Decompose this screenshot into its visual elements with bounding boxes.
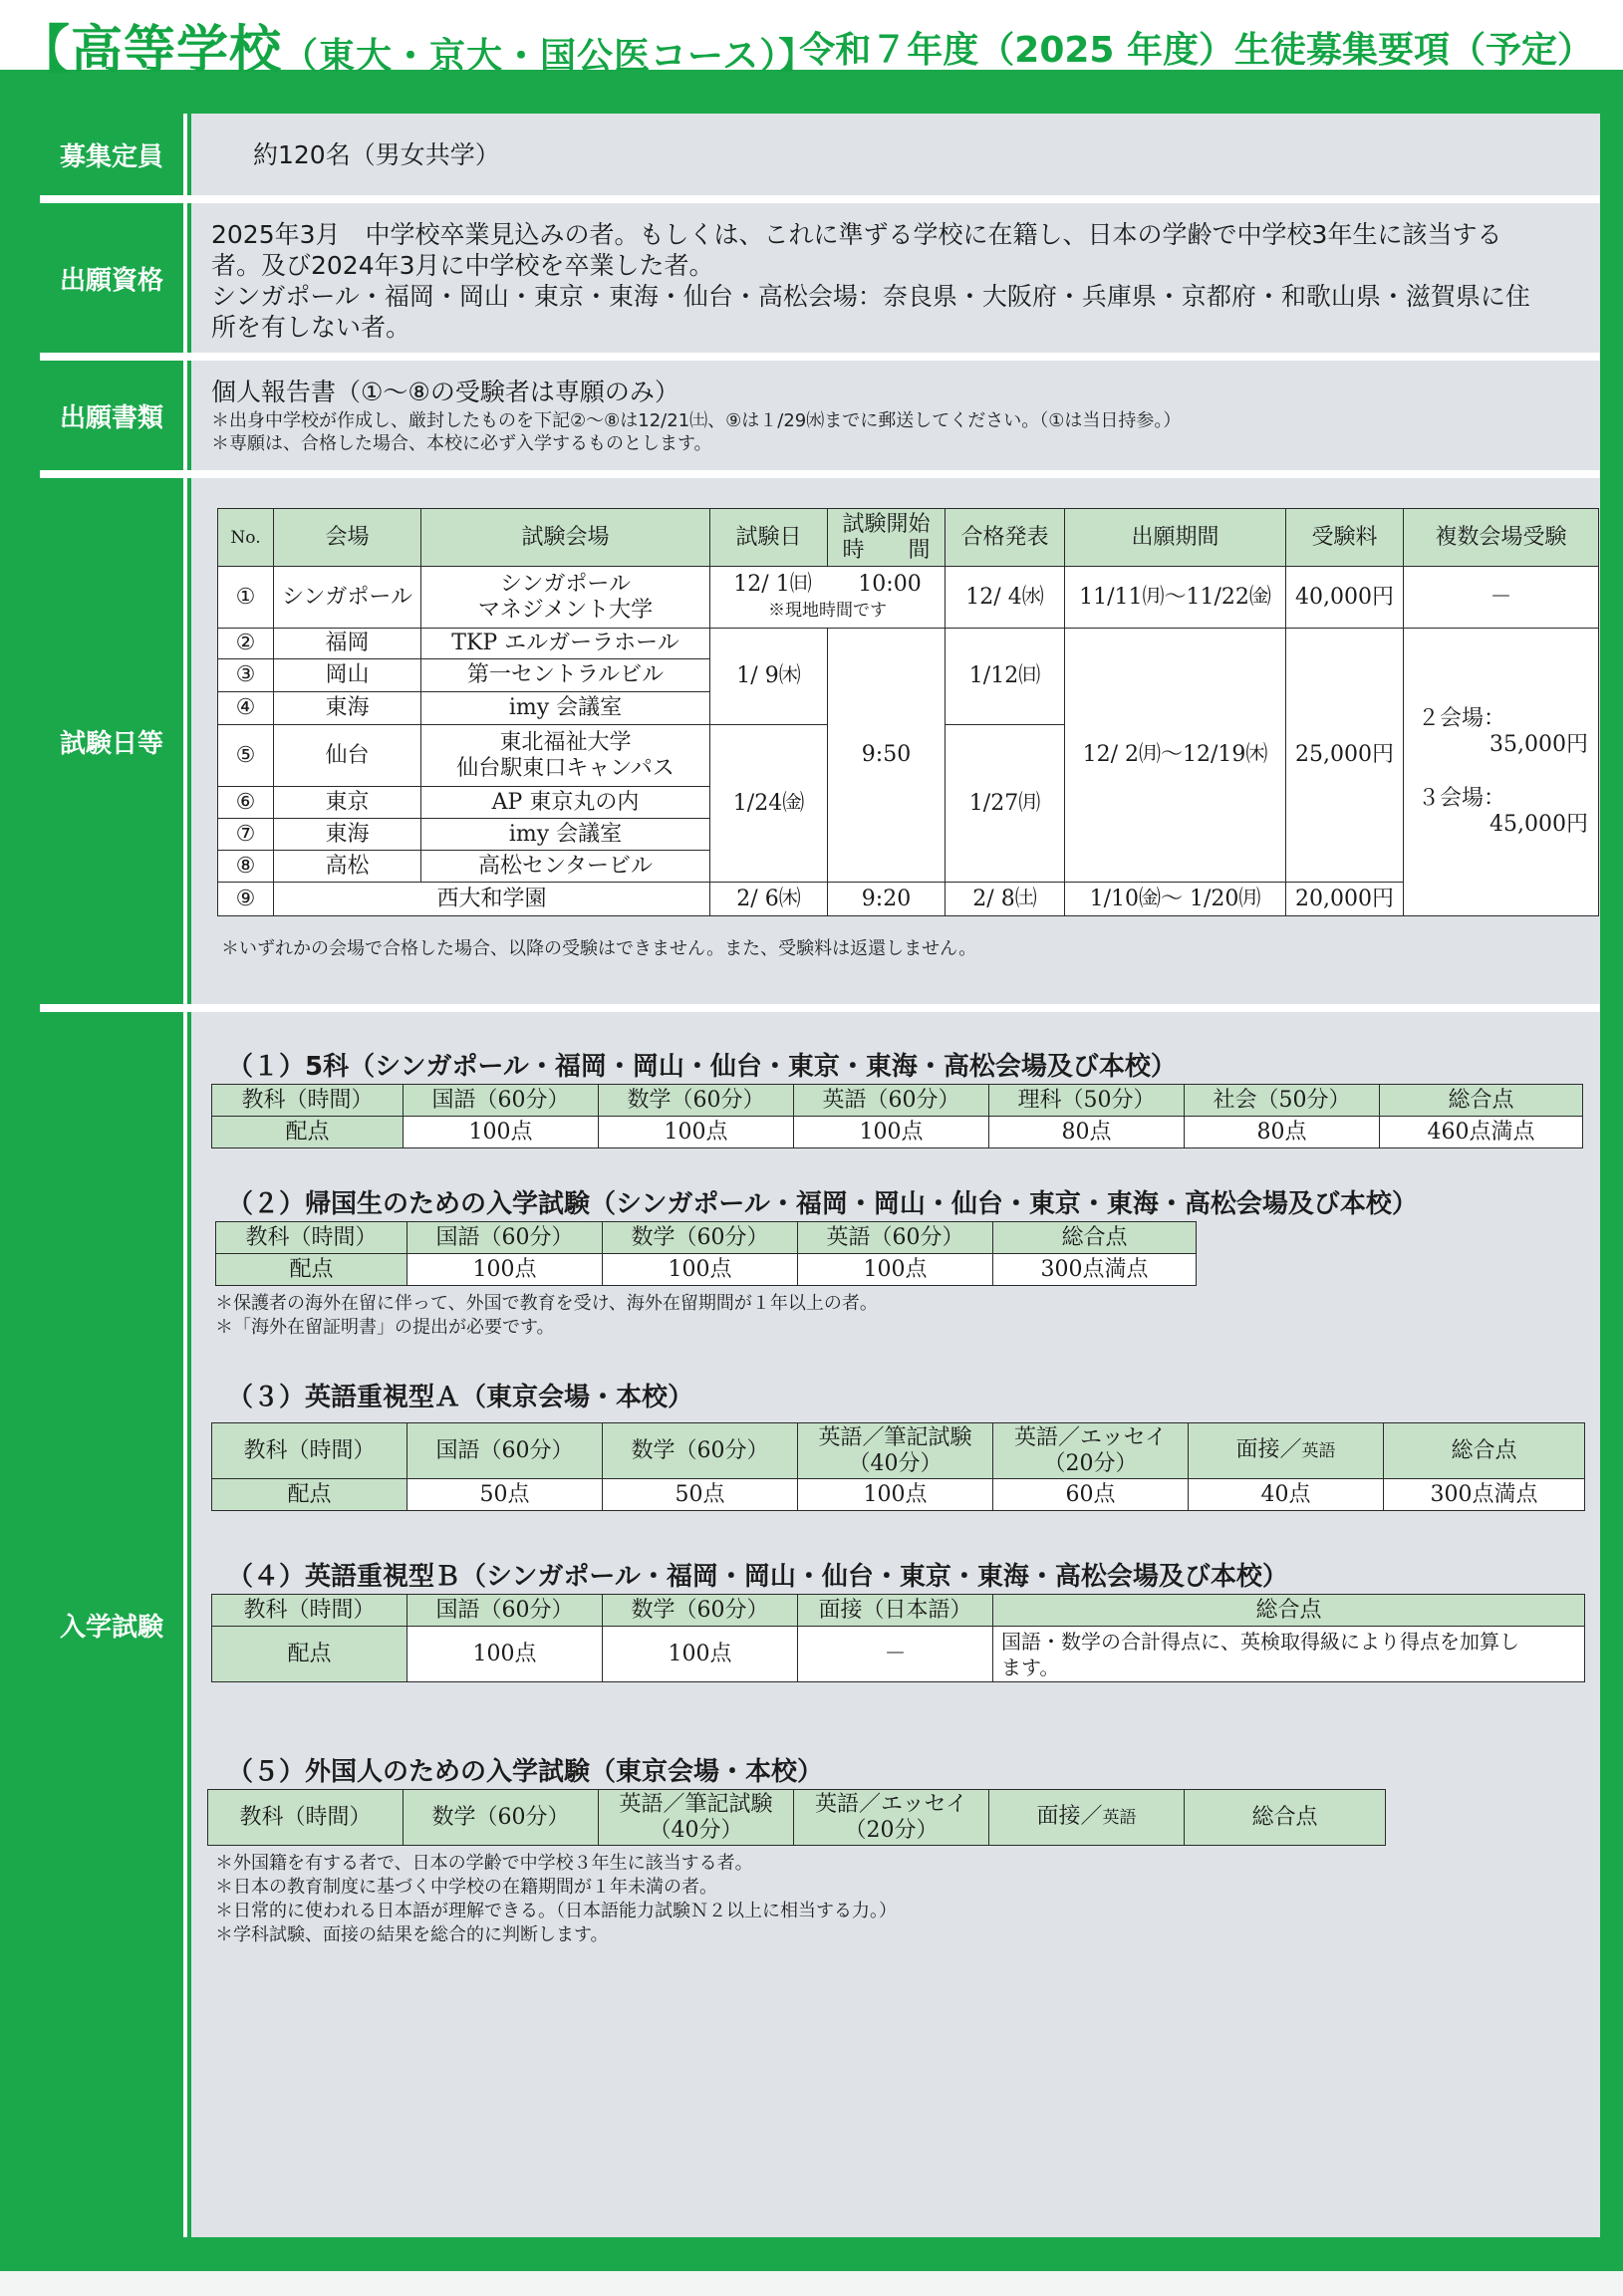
- s5-note: ＊学科試験、面接の結果を総合的に判断します。: [215, 1924, 609, 1945]
- header-venue: 会場: [274, 509, 421, 567]
- group-a-date: 1/ 9㈭: [710, 629, 828, 725]
- capacity-value: 約120名（男女共学）: [253, 140, 500, 169]
- group-fee: 25,000円: [1286, 629, 1404, 883]
- s1-h: 教科（時間）: [212, 1085, 404, 1117]
- row-site: imy 会議室: [421, 819, 710, 851]
- row-no: ⑨: [218, 883, 274, 916]
- eligibility-label: 出願資格: [40, 203, 187, 353]
- documents-label: 出願書類: [40, 361, 187, 470]
- entrance-label: 入学試験: [40, 1012, 187, 2237]
- section-1-title: （１）5科（シンガポール・福岡・岡山・仙台・東京・東海・高松会場及び本校）: [227, 1052, 1177, 1082]
- s1-v: 80点: [1185, 1117, 1380, 1148]
- eligibility-line: シンガポール・福岡・岡山・東京・東海・仙台・高松会場：奈良県・大阪府・兵庫県・京都府・和歌山県・滋賀県に住: [211, 282, 1530, 311]
- s5-h: [794, 1790, 989, 1846]
- s1-v: 460点満点: [1380, 1117, 1583, 1148]
- section-4-table: [211, 1594, 1585, 1682]
- exam-dates-label: 試験日等: [40, 478, 187, 1004]
- row-date: 12/ 1㈰: [733, 571, 812, 597]
- divider: [40, 470, 1600, 478]
- row-no: ⑦: [218, 819, 274, 851]
- s1-h: 数学（60分）: [599, 1085, 794, 1117]
- row-site: [421, 725, 710, 787]
- s5-h-l2: （40分）: [649, 1817, 743, 1843]
- s3-h: [1189, 1423, 1384, 1479]
- row-venue: 福岡: [274, 629, 421, 659]
- section-3-title: （３）英語重視型Ａ（東京会場・本校）: [227, 1383, 694, 1412]
- row-venue: 東海: [274, 692, 421, 725]
- header-multi: 複数会場受験: [1404, 509, 1599, 567]
- header-no: No.: [218, 509, 274, 567]
- s1-h: 理科（50分）: [989, 1085, 1185, 1117]
- s1-v: 100点: [794, 1117, 989, 1148]
- group-b-date: 1/24㈮: [710, 725, 828, 883]
- s1-v: 100点: [599, 1117, 794, 1148]
- section-5-title: （５）外国人のための入学試験（東京会場・本校）: [227, 1757, 824, 1787]
- s4-h: 国語（60分）: [407, 1595, 603, 1627]
- s3-v: 300点満点: [1384, 1479, 1585, 1511]
- s4-h: 教科（時間）: [212, 1595, 407, 1627]
- s3-v: 50点: [603, 1479, 798, 1511]
- documents-main: 個人報告書（①～⑧の受験者は専願のみ）: [211, 378, 679, 406]
- row-venue: 仙台: [274, 725, 421, 787]
- header-fee: 受験料: [1286, 509, 1404, 567]
- s4-h: 総合点: [993, 1595, 1585, 1627]
- row-venue: 岡山: [274, 659, 421, 692]
- s3-h-l1: 英語／筆記試験: [818, 1424, 972, 1450]
- s5-note: ＊日常的に使われる日本語が理解できる。（日本語能力試験Ｎ２以上に相当する力。）: [215, 1901, 897, 1921]
- title-subtext: （東大・京大・国公医コース）】: [282, 36, 816, 77]
- multi-2-fee: 35,000円: [1489, 732, 1588, 757]
- multi-3-label: ３会場：: [1418, 786, 1506, 811]
- s4-v: －: [798, 1627, 993, 1682]
- row-time: 10:00: [858, 571, 922, 597]
- eligibility-line: 所を有しない者。: [211, 313, 411, 342]
- group-period: 12/ 2㈪～12/19㈭: [1065, 629, 1286, 883]
- s1-h: 英語（60分）: [794, 1085, 989, 1117]
- row-no: ⑤: [218, 725, 274, 787]
- s4-h: 面接（日本語）: [798, 1595, 993, 1627]
- s1-h: 社会（50分）: [1185, 1085, 1380, 1117]
- eligibility-content: [191, 203, 1600, 353]
- row-site: 高松センタービル: [421, 851, 710, 883]
- row-fee: 40,000円: [1286, 567, 1404, 629]
- documents-note: ＊出身中学校が作成し、厳封したものを下記②～⑧は12/21㈯、⑨は１/29㈬までに郵送してください。（①は当日持参。）: [211, 410, 1182, 431]
- year-title: 令和７年度（2025 年度）生徒募集要項（予定）: [799, 30, 1593, 71]
- s5-h: 教科（時間）: [208, 1790, 404, 1846]
- s2-h: 国語（60分）: [407, 1222, 603, 1254]
- row-date: 2/ 6㈭: [710, 883, 828, 916]
- header-start-time-l1: 試験開始: [842, 511, 931, 537]
- s3-h: 教科（時間）: [212, 1423, 407, 1479]
- s5-h: [989, 1790, 1185, 1846]
- eligibility-row: [40, 203, 1600, 353]
- row-period: 1/10㈮～ 1/20㈪: [1065, 883, 1286, 916]
- s1-v: 80点: [989, 1117, 1185, 1148]
- divider: [40, 195, 1600, 203]
- s4-total-note-l1: 国語・数学の合計得点に、英検取得級により得点を加算し: [1001, 1629, 1519, 1654]
- multi-2-label: ２会場：: [1418, 706, 1506, 731]
- site-line: 仙台駅東口キャンパス: [456, 755, 675, 781]
- header-period: 出願期間: [1065, 509, 1286, 567]
- row-no: ①: [218, 567, 274, 629]
- s4-total-note: [993, 1627, 1585, 1682]
- documents-content: [191, 361, 1600, 470]
- row-multi: －: [1404, 567, 1599, 629]
- site-line: シンガポール: [499, 571, 631, 597]
- title-text: 【高等学校: [18, 21, 283, 81]
- row-period: 11/11㈪～11/22㈮: [1065, 567, 1286, 629]
- multi-venue-fees: [1404, 629, 1599, 916]
- s3-v: 配点: [212, 1479, 407, 1511]
- site-line: マネジメント大学: [477, 597, 654, 623]
- s5-h-l1: 面接／: [1036, 1804, 1103, 1829]
- s3-v: 100点: [798, 1479, 993, 1511]
- s2-v: 100点: [603, 1254, 798, 1286]
- row-no: ③: [218, 659, 274, 692]
- row-site: 第一セントラルビル: [421, 659, 710, 692]
- s4-h: 数学（60分）: [603, 1595, 798, 1627]
- s3-h-l2: （20分）: [1043, 1450, 1138, 1476]
- exam-dates-note: ＊いずれかの会場で合格した場合、以降の受験はできません。また、受験料は返還しません。: [221, 938, 977, 959]
- row-no: ④: [218, 692, 274, 725]
- group-b-result: 1/27㈪: [946, 725, 1065, 883]
- s2-h: 英語（60分）: [798, 1222, 993, 1254]
- s3-v: 40点: [1189, 1479, 1384, 1511]
- eligibility-line: 者。及び2024年3月に中学校を卒業した者。: [211, 251, 714, 280]
- s4-total-note-l2: ます。: [1001, 1655, 1060, 1679]
- row-result: 2/ 8㈯: [946, 883, 1065, 916]
- row-site: 西大和学園: [274, 883, 710, 916]
- documents-row: [40, 361, 1600, 470]
- s5-h: 数学（60分）: [404, 1790, 599, 1846]
- section-1-table: [211, 1084, 1583, 1148]
- s4-v: 100点: [603, 1627, 798, 1682]
- entrance-row: [40, 1012, 1600, 2237]
- header-start-time-l2: 時 間: [842, 537, 931, 563]
- s3-h: 数学（60分）: [603, 1423, 798, 1479]
- s2-v: 100点: [798, 1254, 993, 1286]
- row-venue: 東京: [274, 787, 421, 819]
- capacity-label: 募集定員: [40, 114, 187, 195]
- s5-h-l2: 英語: [1102, 1808, 1137, 1828]
- exam-schedule-table: [217, 508, 1599, 916]
- s5-note: ＊日本の教育制度に基づく中学校の在籍期間が１年未満の者。: [215, 1877, 717, 1898]
- row-time: 9:20: [828, 883, 946, 916]
- s5-h: 総合点: [1185, 1790, 1386, 1846]
- documents-note: ＊専願は、合格した場合、本校に必ず入学するものとします。: [211, 433, 712, 454]
- row-no: ⑧: [218, 851, 274, 883]
- section-4-title: （４）英語重視型Ｂ（シンガポール・福岡・岡山・仙台・東京・東海・高松会場及び本校）: [227, 1562, 1288, 1592]
- capacity-content: [191, 114, 1600, 195]
- s2-h: 総合点: [993, 1222, 1197, 1254]
- row-venue: 東海: [274, 819, 421, 851]
- s3-h-l2: （40分）: [848, 1450, 943, 1476]
- exam-dates-content: [191, 478, 1600, 1004]
- header-start-time: [828, 509, 946, 567]
- row-no: ②: [218, 629, 274, 659]
- s1-h: 国語（60分）: [404, 1085, 599, 1117]
- row-site: imy 会議室: [421, 692, 710, 725]
- row-result: 12/ 4㈬: [946, 567, 1065, 629]
- row-date-note: ※現地時間です: [768, 600, 887, 621]
- s4-v: 配点: [212, 1627, 407, 1682]
- row-site: TKP エルガーラホール: [421, 629, 710, 659]
- s5-h: [599, 1790, 794, 1846]
- s3-h: 総合点: [1384, 1423, 1585, 1479]
- row-no: ⑥: [218, 787, 274, 819]
- row-site: AP 東京丸の内: [421, 787, 710, 819]
- s2-v: 配点: [216, 1254, 407, 1286]
- divider: [40, 1004, 1600, 1012]
- header-site: 試験会場: [421, 509, 710, 567]
- site-line: 東北福祉大学: [499, 729, 632, 755]
- s3-h: [798, 1423, 993, 1479]
- row-date-time: [710, 567, 946, 629]
- section-2-table: [215, 1221, 1197, 1286]
- row-fee: 20,000円: [1286, 883, 1404, 916]
- s5-note: ＊外国籍を有する者で、日本の学齢で中学校３年生に該当する者。: [215, 1853, 753, 1874]
- s2-note: ＊「海外在留証明書」の提出が必要です。: [215, 1317, 555, 1338]
- s3-h-l2: 英語: [1301, 1441, 1336, 1461]
- s2-note: ＊保護者の海外在留に伴って、外国で教育を受け、海外在留期間が１年以上の者。: [215, 1293, 878, 1314]
- multi-3-fee: 45,000円: [1489, 812, 1588, 837]
- s3-h-l1: 英語／エッセイ: [1014, 1424, 1167, 1450]
- s3-h: [993, 1423, 1189, 1479]
- exam-dates-row: [40, 478, 1600, 1004]
- section-2-title: （２）帰国生のための入学試験（シンガポール・福岡・岡山・仙台・東京・東海・高松会場及び本校）: [227, 1189, 1418, 1219]
- row-venue: シンガポール: [274, 567, 421, 629]
- s1-v: 100点: [404, 1117, 599, 1148]
- section-3-table: [211, 1422, 1585, 1511]
- s2-h: 教科（時間）: [216, 1222, 407, 1254]
- header-result: 合格発表: [946, 509, 1065, 567]
- row-site: [421, 567, 710, 629]
- s3-v: 60点: [993, 1479, 1189, 1511]
- s3-h-l1: 面接／: [1235, 1437, 1302, 1462]
- header-date: 試験日: [710, 509, 828, 567]
- s3-v: 50点: [407, 1479, 603, 1511]
- s5-h-l2: （20分）: [844, 1817, 939, 1843]
- section-5-table: [207, 1789, 1386, 1846]
- group-a-result: 1/12㈰: [946, 629, 1065, 725]
- s1-v: 配点: [212, 1117, 404, 1148]
- page-title: [18, 8, 815, 83]
- s5-h-l1: 英語／エッセイ: [815, 1791, 967, 1817]
- group-time: 9:50: [828, 629, 946, 883]
- row-venue: 高松: [274, 851, 421, 883]
- eligibility-line: 2025年3月 中学校卒業見込みの者。もしくは、これに準ずる学校に在籍し、日本の学齢で中学校3年生に該当する: [211, 220, 1502, 249]
- s3-h: 国語（60分）: [407, 1423, 603, 1479]
- divider: [40, 353, 1600, 361]
- s4-v: 100点: [407, 1627, 603, 1682]
- s2-v: 300点満点: [993, 1254, 1197, 1286]
- capacity-row: [40, 114, 1600, 195]
- entrance-content: [191, 1012, 1600, 2237]
- s2-h: 数学（60分）: [603, 1222, 798, 1254]
- s5-h-l1: 英語／筆記試験: [619, 1791, 773, 1817]
- s2-v: 100点: [407, 1254, 603, 1286]
- s1-h: 総合点: [1380, 1085, 1583, 1117]
